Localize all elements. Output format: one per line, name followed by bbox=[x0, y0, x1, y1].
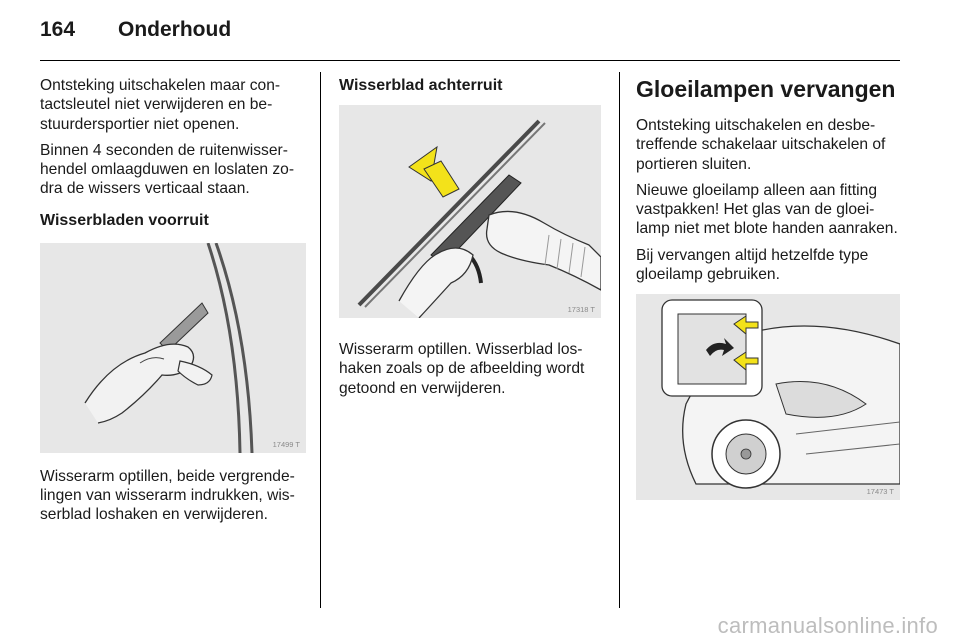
column-divider-2 bbox=[619, 72, 620, 608]
instruction-handle-bulb: Nieuwe gloeilamp alleen aan fitting vastpakken! Het glas van de gloei-lamp niet met blote handen aanraken. bbox=[636, 181, 898, 238]
page-number: 164 bbox=[40, 18, 76, 41]
instruction-same-type: Bij vervangen altijd hetzelfde type gloeilamp gebruiken. bbox=[636, 246, 869, 284]
column-2 bbox=[339, 76, 601, 405]
figure-code: 17318 T bbox=[567, 305, 595, 314]
figure-code: 17473 T bbox=[866, 487, 894, 497]
watermark: carmanualsonline.info bbox=[717, 613, 938, 638]
instruction-switch-off: Ontsteking uitschakelen en desbe-treffende schakelaar uitschakelen of portieren sluiten. bbox=[636, 117, 886, 173]
column-1 bbox=[40, 76, 306, 532]
column-3 bbox=[636, 76, 906, 500]
instruction-ignition: Ontsteking uitschakelen maar con-tactsleutel niet verwijderen en be-stuurdersportier niet openen. bbox=[40, 77, 281, 133]
caption-rear-wiper: Wisserarm optillen. Wisserblad los-haken zoals op de afbeelding wordt getoond en verwijderen. bbox=[339, 341, 585, 397]
header-rule bbox=[40, 60, 900, 61]
headlamp-illustration bbox=[636, 294, 900, 500]
section-heading-front-wipers: Wisserbladen voorruit bbox=[40, 211, 209, 229]
headlamp-figure bbox=[636, 294, 900, 500]
column-divider-1 bbox=[320, 72, 321, 608]
section-heading-bulbs: Gloeilampen vervangen bbox=[636, 76, 896, 102]
section-heading-rear-wiper: Wisserblad achterruit bbox=[339, 77, 503, 94]
rear-wiper-figure bbox=[339, 105, 601, 318]
rear-wiper-illustration bbox=[339, 105, 601, 318]
instruction-wiper-lever: Binnen 4 seconden de ruitenwisser-hendel omlaagduwen en loslaten zo-dra de wissers verticaal staan. bbox=[40, 141, 295, 198]
front-wiper-figure bbox=[40, 243, 306, 453]
page-title: Onderhoud bbox=[118, 18, 232, 41]
caption-front-wipers: Wisserarm optillen, beide vergrende-lingen van wisserarm indrukken, wis-serblad loshaken en verwijderen. bbox=[40, 467, 295, 524]
front-wiper-illustration bbox=[40, 243, 306, 453]
figure-code: 17499 T bbox=[272, 439, 300, 449]
